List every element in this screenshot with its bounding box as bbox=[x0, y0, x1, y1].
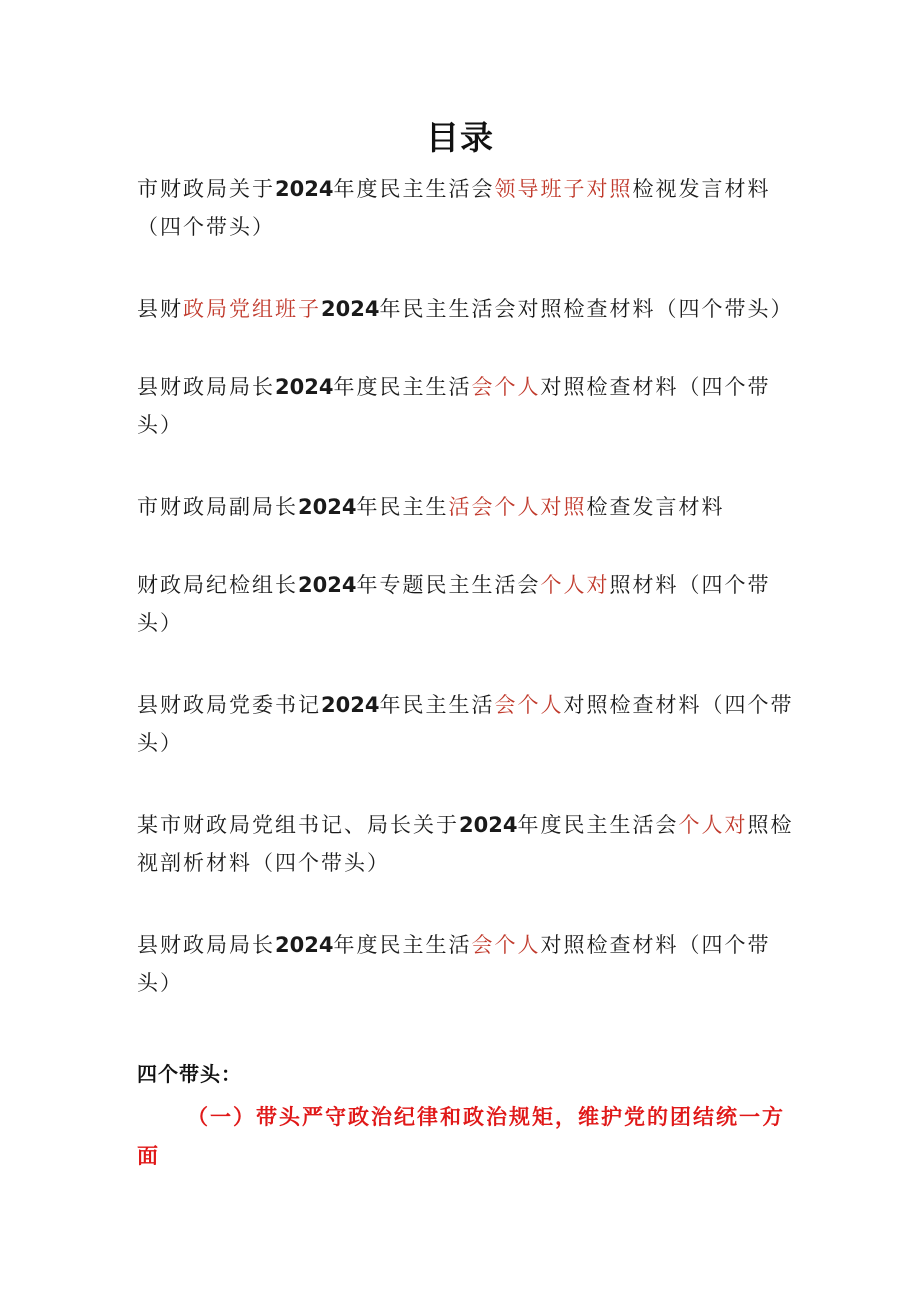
toc-entry-1[interactable] bbox=[137, 170, 797, 246]
entry-text: 年度民主生活 bbox=[333, 375, 472, 399]
entry-text: 检视发言材料（四个带头） bbox=[137, 177, 771, 239]
toc-entry-8[interactable] bbox=[137, 926, 797, 1002]
entry-year: 2024 bbox=[298, 495, 357, 519]
page-title: 目录 bbox=[426, 118, 494, 157]
entry-year: 2024 bbox=[275, 375, 334, 399]
entry-text: 市财政局关于 bbox=[137, 177, 275, 201]
section-label: 四个带头： bbox=[137, 1062, 242, 1086]
entry-text: 照检视剖析材料（四个带头） bbox=[137, 813, 794, 875]
entry-highlight: 活会个人对照 bbox=[448, 495, 587, 519]
toc-entry-3[interactable] bbox=[137, 368, 797, 444]
entry-text: 财政局纪检组长 bbox=[137, 573, 298, 597]
entry-highlight: 个人对 bbox=[678, 813, 748, 837]
entry-year: 2024 bbox=[275, 177, 334, 201]
entry-highlight: 会个人 bbox=[494, 693, 564, 717]
toc-entry-5[interactable] bbox=[137, 566, 797, 642]
entry-text: 县财政局党委书记 bbox=[137, 693, 321, 717]
entry-text: 年度民主生活会 bbox=[517, 813, 679, 837]
entry-text: 市财政局副局长 bbox=[137, 495, 298, 519]
entry-text: 年专题民主生活会 bbox=[356, 573, 541, 597]
entry-text: 县财政局局长 bbox=[137, 375, 275, 399]
entry-year: 2024 bbox=[459, 813, 518, 837]
entry-text: 县财政局局长 bbox=[137, 933, 275, 957]
entry-text: 对照检查材料（四个带头） bbox=[137, 693, 794, 755]
entry-highlight: 会个人 bbox=[471, 375, 541, 399]
entry-text: 对照检查材料（四个带头） bbox=[137, 933, 771, 995]
entry-text: 年民主生 bbox=[356, 495, 449, 519]
entry-year: 2024 bbox=[321, 297, 380, 321]
entry-year: 2024 bbox=[321, 693, 380, 717]
entry-highlight: 会个人 bbox=[471, 933, 541, 957]
toc-entry-7[interactable] bbox=[137, 806, 797, 882]
entry-text: 年度民主生活会 bbox=[333, 177, 495, 201]
entry-text: 年民主生活会对照检查材料（四个带头） bbox=[379, 297, 794, 321]
entry-text: 年民主生活 bbox=[379, 693, 495, 717]
section-heading: （一）带头严守政治纪律和政治规矩，维护党的团结统一方面 bbox=[137, 1105, 785, 1168]
entry-highlight: 个人对 bbox=[540, 573, 610, 597]
entry-text: 年度民主生活 bbox=[333, 933, 472, 957]
entry-text: 对照检查材料（四个带头） bbox=[137, 375, 771, 437]
entry-year: 2024 bbox=[275, 933, 334, 957]
entry-year: 2024 bbox=[298, 573, 357, 597]
toc-entry-4[interactable] bbox=[137, 488, 797, 526]
entry-text: 照材料（四个带头） bbox=[137, 573, 771, 635]
toc-entry-2[interactable] bbox=[137, 290, 837, 328]
toc-entry-6[interactable] bbox=[137, 686, 797, 762]
entry-highlight: 领导班子对照 bbox=[494, 177, 633, 201]
entry-text: 检查发言材料 bbox=[586, 495, 725, 519]
entry-text: 某市财政局党组书记、局长关于 bbox=[137, 813, 459, 837]
entry-highlight: 政局党组班子 bbox=[183, 297, 321, 321]
entry-text: 县财 bbox=[137, 297, 183, 321]
